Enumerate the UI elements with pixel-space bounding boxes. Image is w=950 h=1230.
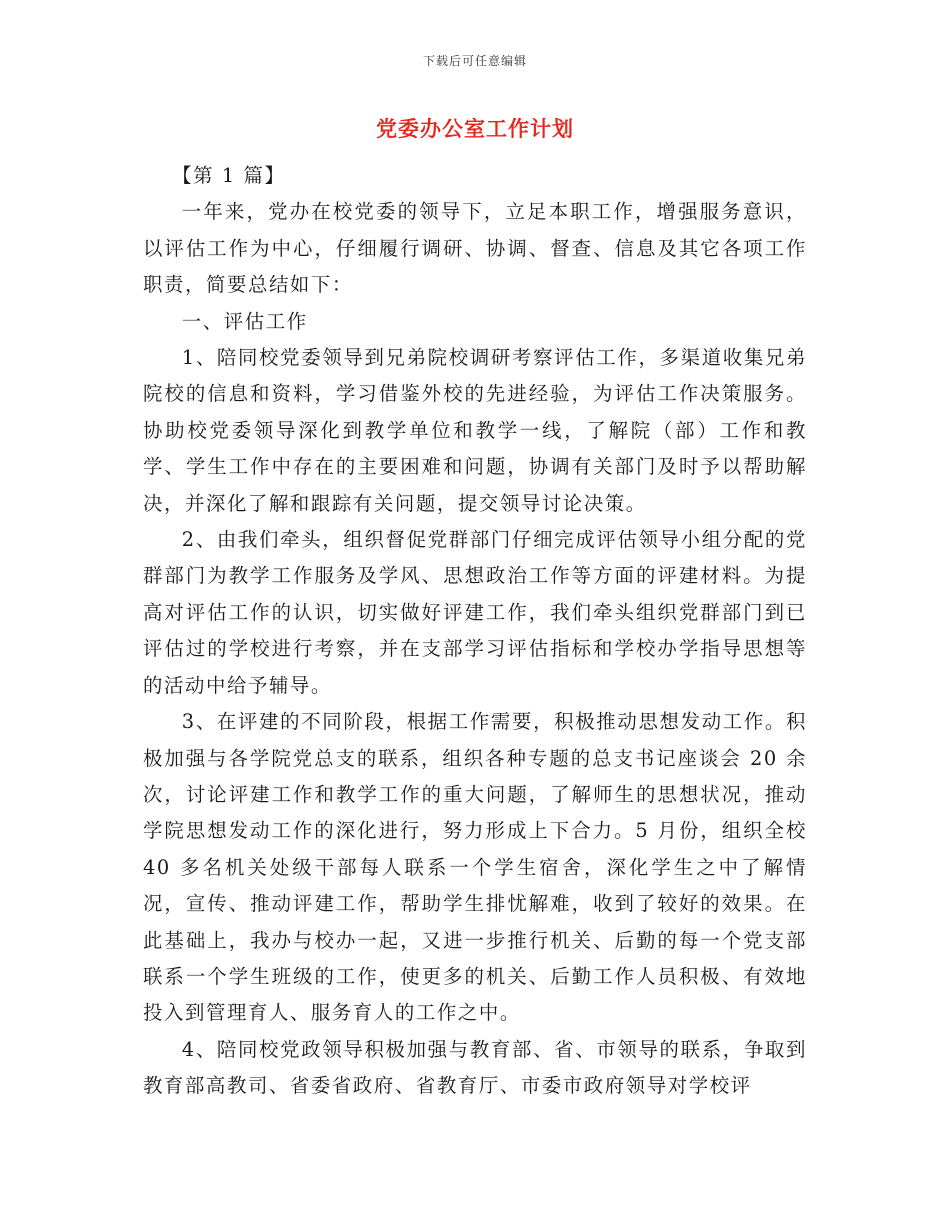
- paragraph-item-1: 1、陪同校党委领导到兄弟院校调研考察评估工作，多渠道收集兄弟院校的信息和资料，学习借鉴外校的先进经验，为评估工作决策服务。协助校党委领导深化到教学单位和教学一线，了解院（部）工作和教学、学生工作中存在的主要困难和问题，协调有关部门及时予以帮助解决，并深化了解和跟踪有关问题，提交领导讨论决策。: [143, 346, 807, 515]
- paragraph-item-4: 4、陪同校党政领导积极加强与教育部、省、市领导的联系，争取到教育部高教司、省委省政府、省教育厅、市委市政府领导对学校评: [143, 1037, 807, 1098]
- paragraph-item-2: 2、由我们牵头，组织督促党群部门仔细完成评估领导小组分配的党群部门为教学工作服务及学风、思想政治工作等方面的评建材料。为提高对评估工作的认识，切实做好评建工作，我们牵头组织党群部门到已评估过的学校进行考察，并在支部学习评估指标和学校办学指导思想等的活动中给予辅导。: [143, 528, 807, 697]
- document-body: [143, 158, 807, 1105]
- section-mark: 【第 1 篇】: [172, 164, 286, 187]
- paragraph-item-3: 3、在评建的不同阶段，根据工作需要，积极推动思想发动工作。积极加强与各学院党总支的联系，组织各种专题的总支书记座谈会 20 余次，讨论评建工作和教学工作的重大问题，了解师生的思想状况，推动学院思想发动工作的深化进行，努力形成上下合力。5 月份，组织全校 40 多名机关处级干部每人联系一个学生宿舍，深化学生之中了解情况，宣传、推动评建工作，帮助学生排忧解难，收到了较好的效果。在此基础上，我办与校办一起，又进一步推行机关、后勤的每一个党支部联系一个学生班级的工作，使更多的机关、后勤工作人员积极、有效地投入到管理育人、服务育人的工作之中。: [143, 710, 807, 1025]
- paragraph-intro: 一年来，党办在校党委的领导下，立足本职工作，增强服务意识，以评估工作为中心，仔细履行调研、协调、督查、信息及其它各项工作职责，简要总结如下：: [143, 200, 807, 297]
- document-title: 党委办公室工作计划: [376, 116, 574, 141]
- header-note: 下载后可任意编辑: [422, 54, 527, 68]
- section-heading-evaluation: 一、评估工作: [181, 309, 308, 333]
